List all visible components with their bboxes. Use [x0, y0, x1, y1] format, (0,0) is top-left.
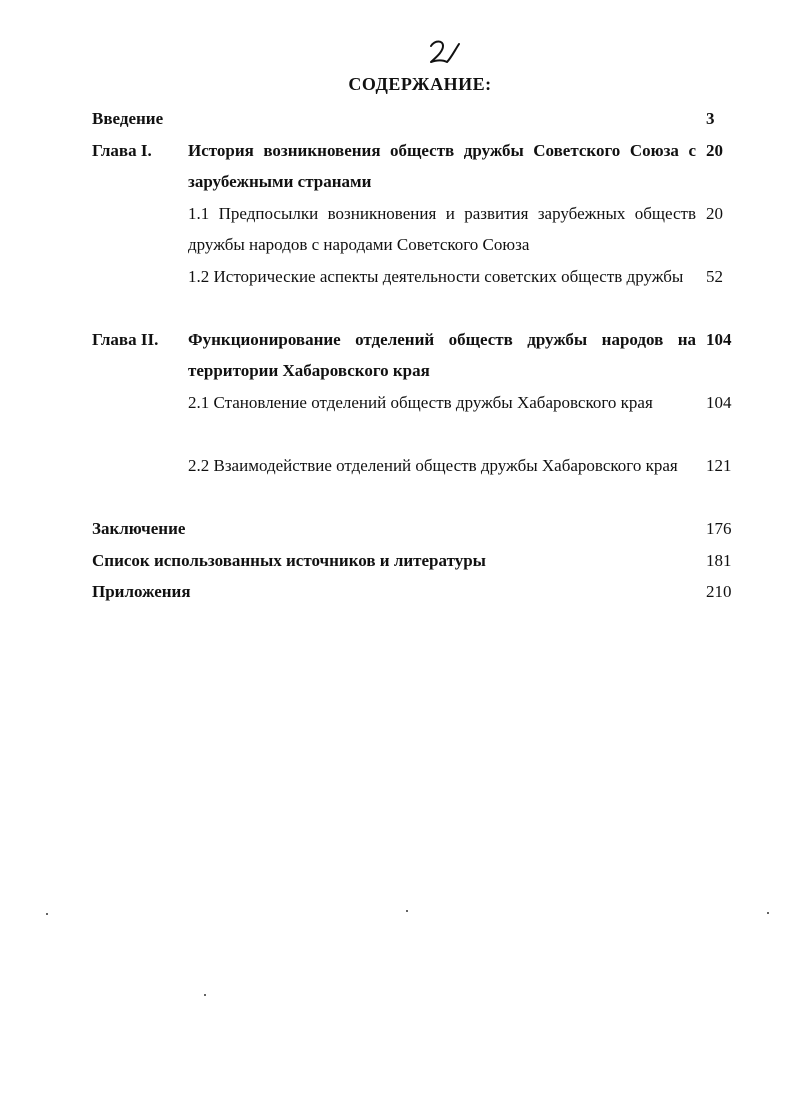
toc-entry-title: Заключение	[92, 519, 186, 538]
toc-entry-section-1-1	[92, 198, 740, 260]
toc-page-number: 20	[706, 141, 723, 160]
toc-entry-title: 1.2 Исторические аспекты деятельности советских обществ дружбы	[188, 267, 684, 286]
toc-entry-section-2-1	[92, 387, 740, 449]
toc-page-number: 210	[706, 582, 732, 601]
toc-entry-title: Список использованных источников и литературы	[92, 551, 486, 570]
scan-speck	[46, 913, 48, 915]
toc-entry-intro	[92, 103, 740, 134]
toc-entry-title: Введение	[92, 109, 164, 128]
toc-page-number: 176	[706, 519, 732, 538]
toc-entry-title: 2.1 Становление отделений обществ дружбы Хабаровского края	[188, 393, 653, 412]
toc-chapter-label: Глава I.	[92, 141, 152, 160]
toc-page-number: 52	[706, 267, 723, 286]
toc-entry-appendix	[92, 576, 740, 607]
scan-speck	[406, 910, 408, 912]
toc-page-number: 104	[706, 393, 732, 412]
toc-entry-title: 2.2 Взаимодействие отделений обществ дружбы Хабаровского края	[188, 456, 678, 475]
toc-entry-section-2-2	[92, 450, 740, 512]
toc-entry-chapter-2	[92, 324, 740, 386]
toc-page-number: 20	[706, 204, 723, 223]
scan-speck	[767, 912, 769, 914]
page-title: СОДЕРЖАНИЕ:	[348, 74, 492, 94]
handwritten-page-number	[425, 38, 465, 68]
toc-page-number: 121	[706, 456, 732, 475]
toc-page-number: 3	[706, 109, 715, 128]
toc-entry-title: 1.1 Предпосылки возникновения и развития зарубежных обществ дружбы народов с народами Советского Союза	[188, 204, 696, 254]
toc-entry-sources	[92, 545, 740, 576]
toc-entry-chapter-1	[92, 135, 740, 197]
toc-page-number: 181	[706, 551, 732, 570]
toc-entry-title: Приложения	[92, 582, 191, 601]
toc-entry-title: Функционирование отделений обществ дружбы народов на территории Хабаровского края	[188, 330, 696, 380]
toc-entry-section-1-2	[92, 261, 740, 323]
toc-chapter-label: Глава II.	[92, 330, 159, 349]
toc-entry-title: История возникновения обществ дружбы Советского Союза с зарубежными странами	[188, 141, 696, 191]
scan-speck	[204, 994, 206, 996]
toc-entry-conclusion	[92, 513, 740, 544]
toc-page-number: 104	[706, 330, 732, 349]
